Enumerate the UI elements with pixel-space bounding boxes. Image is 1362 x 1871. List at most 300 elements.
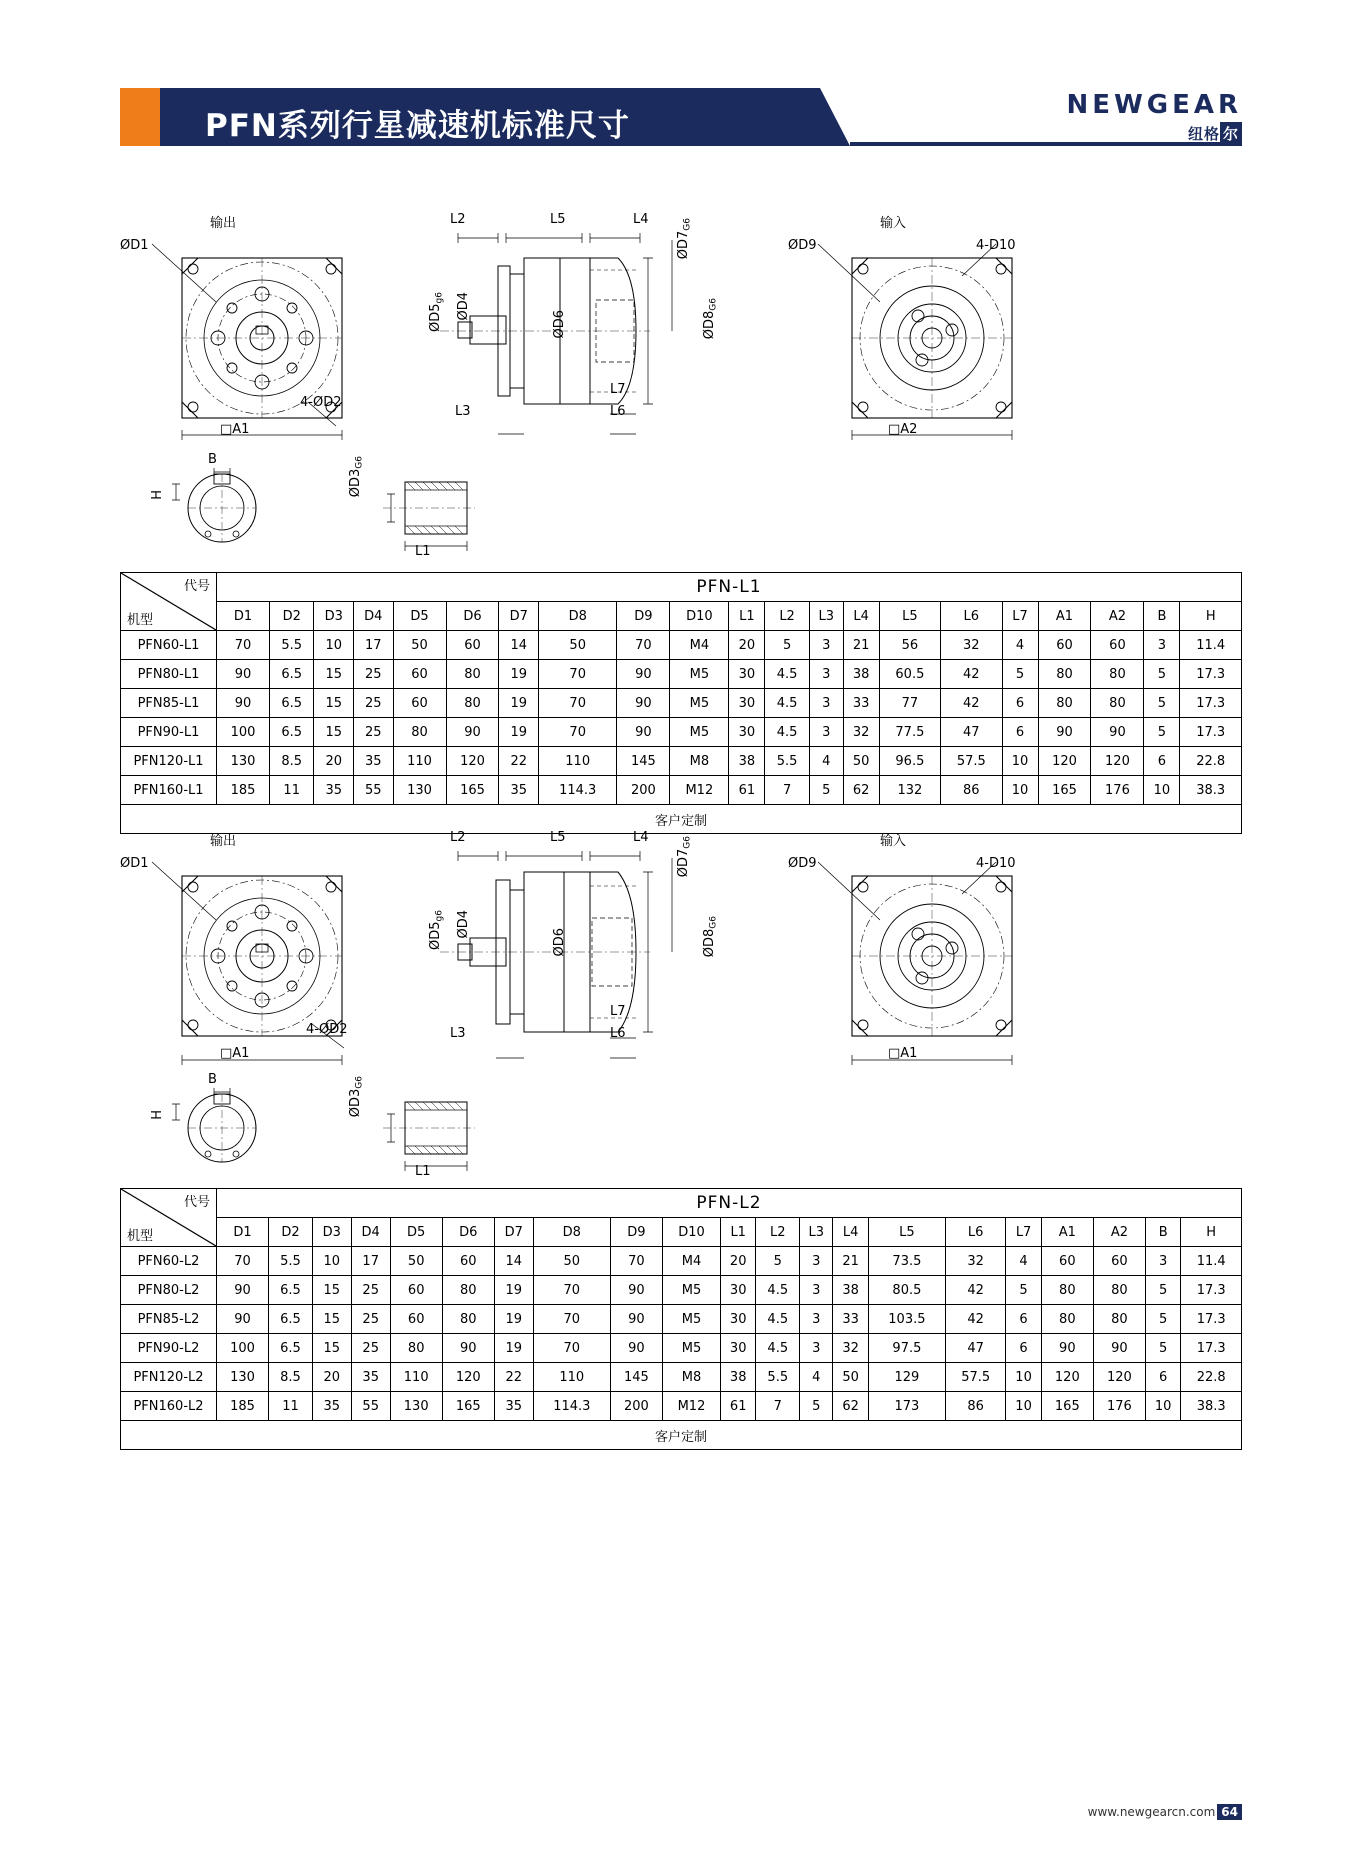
cell: 120 xyxy=(446,747,499,776)
cell: 6.5 xyxy=(269,1334,313,1363)
cell: 60 xyxy=(393,660,446,689)
spec-table-l2-wrap xyxy=(120,1188,1242,1450)
cell: 32 xyxy=(843,718,879,747)
cell: 120 xyxy=(442,1363,494,1392)
cell: 6 xyxy=(1144,747,1180,776)
cell: 3 xyxy=(809,689,843,718)
cell: 20 xyxy=(312,1363,351,1392)
cell: 80 xyxy=(1041,1305,1093,1334)
cell: 42 xyxy=(941,689,1002,718)
label-d6-l1: ØD6 xyxy=(552,310,567,339)
cell: 4 xyxy=(1006,1247,1041,1276)
cell: 17 xyxy=(351,1247,390,1276)
cell: 70 xyxy=(533,1334,610,1363)
col-d10: D10 xyxy=(670,602,729,631)
cell: 11 xyxy=(269,776,313,805)
table-row xyxy=(121,1305,1242,1334)
page-footer xyxy=(1088,1805,1242,1819)
cell: 3 xyxy=(809,631,843,660)
table-header-row-l1 xyxy=(121,602,1242,631)
cell: 70 xyxy=(539,660,617,689)
cell: 120 xyxy=(1038,747,1091,776)
cell: 19 xyxy=(499,689,539,718)
cell: 176 xyxy=(1091,776,1144,805)
cell: 90 xyxy=(1093,1334,1145,1363)
cell: 110 xyxy=(539,747,617,776)
cell: 17 xyxy=(353,631,393,660)
cell: 130 xyxy=(217,1363,269,1392)
label-l7-l2: L7 xyxy=(610,1004,626,1019)
cell: M5 xyxy=(662,1305,720,1334)
table-row xyxy=(121,1392,1242,1421)
cell: 3 xyxy=(800,1247,833,1276)
cell: 4 xyxy=(1002,631,1038,660)
label-4d10-l2: 4-D10 xyxy=(976,856,1016,871)
cell: 110 xyxy=(390,1363,442,1392)
cell: 17.3 xyxy=(1180,689,1242,718)
table-header-row-l2 xyxy=(121,1218,1242,1247)
cell: 5 xyxy=(1006,1276,1041,1305)
label-d7-l2: $ØD7_{G6}$ xyxy=(676,836,693,878)
col-l4: L4 xyxy=(843,602,879,631)
cell: 5.5 xyxy=(756,1363,800,1392)
label-l7-l1: L7 xyxy=(610,382,626,397)
col-d9: D9 xyxy=(610,1218,662,1247)
cell: 14 xyxy=(494,1247,533,1276)
cell: 56 xyxy=(879,631,940,660)
label-d7-l1: $ØD7_{G6}$ xyxy=(676,218,693,260)
cell: 145 xyxy=(617,747,670,776)
cell: 8.5 xyxy=(269,1363,313,1392)
cell: 19 xyxy=(499,718,539,747)
table-row xyxy=(121,631,1242,660)
label-d3-l1: $ØD3_{G6}$ xyxy=(348,456,365,498)
cell: M5 xyxy=(670,660,729,689)
cell: 4.5 xyxy=(756,1305,800,1334)
cell: 70 xyxy=(610,1247,662,1276)
cell: 90 xyxy=(610,1334,662,1363)
col-d2: D2 xyxy=(269,602,313,631)
cell: 5 xyxy=(765,631,809,660)
cell: 90 xyxy=(1038,718,1091,747)
cell: 200 xyxy=(610,1392,662,1421)
cell: 7 xyxy=(765,776,809,805)
cell: M5 xyxy=(670,689,729,718)
cell: 11.4 xyxy=(1181,1247,1242,1276)
cell: 165 xyxy=(446,776,499,805)
label-l5-l2: L5 xyxy=(550,830,566,845)
cell: 173 xyxy=(868,1392,945,1421)
cell: 20 xyxy=(721,1247,756,1276)
cell: 120 xyxy=(1093,1363,1145,1392)
label-h-l2: H xyxy=(150,1110,165,1120)
cell: 50 xyxy=(390,1247,442,1276)
cell: 90 xyxy=(617,689,670,718)
cell: 20 xyxy=(314,747,354,776)
label-d6-l2: ØD6 xyxy=(552,928,567,957)
corner-bottom-label: 机型 xyxy=(127,613,154,628)
col-d3: D3 xyxy=(312,1218,351,1247)
label-d8-l1: $ØD8_{G6}$ xyxy=(702,298,719,340)
footer-note-l1: 客户定制 xyxy=(121,805,1242,834)
row-model: PFN90-L2 xyxy=(121,1334,217,1363)
cell: 86 xyxy=(941,776,1002,805)
cell: 110 xyxy=(393,747,446,776)
cell: 80 xyxy=(442,1276,494,1305)
cell: 165 xyxy=(442,1392,494,1421)
col-d1: D1 xyxy=(217,602,270,631)
label-a1-input-l2: □A1 xyxy=(888,1046,918,1061)
cell: 3 xyxy=(809,660,843,689)
cell: 80 xyxy=(1091,660,1144,689)
cell: 165 xyxy=(1038,776,1091,805)
corner-bottom-label: 机型 xyxy=(127,1229,154,1244)
cell: 80 xyxy=(1041,1276,1093,1305)
cell: 80 xyxy=(1038,660,1091,689)
cell: 38.3 xyxy=(1180,776,1242,805)
cell: 35 xyxy=(499,776,539,805)
table-row xyxy=(121,1363,1242,1392)
cell: 57.5 xyxy=(941,747,1002,776)
cell: 50 xyxy=(393,631,446,660)
cell: 10 xyxy=(1002,776,1038,805)
cell: 70 xyxy=(217,1247,269,1276)
cell: 80 xyxy=(1038,689,1091,718)
col-a2: A2 xyxy=(1091,602,1144,631)
cell: 60 xyxy=(1041,1247,1093,1276)
cell: 35 xyxy=(353,747,393,776)
cell: 100 xyxy=(217,1334,269,1363)
cell: 60 xyxy=(390,1305,442,1334)
spec-table-l1-wrap xyxy=(120,572,1242,834)
cell: 10 xyxy=(1144,776,1180,805)
cell: 25 xyxy=(353,660,393,689)
col-d6: D6 xyxy=(442,1218,494,1247)
label-input-l1: 输入 xyxy=(880,216,907,231)
cell: 17.3 xyxy=(1180,718,1242,747)
cell: 4.5 xyxy=(756,1276,800,1305)
drawing-detail-l2 xyxy=(120,1072,580,1182)
cell: 10 xyxy=(1006,1392,1041,1421)
cell: 90 xyxy=(217,689,270,718)
row-model: PFN80-L2 xyxy=(121,1276,217,1305)
input-view-l2-svg xyxy=(810,848,1060,1083)
label-l4-l1: L4 xyxy=(633,212,649,227)
footer-url: www.newgearcn.com xyxy=(1087,1805,1216,1819)
col-d7: D7 xyxy=(499,602,539,631)
cell: 15 xyxy=(312,1334,351,1363)
cell: 17.3 xyxy=(1181,1276,1242,1305)
table-title-row xyxy=(121,1189,1242,1218)
footer-note-l2: 客户定制 xyxy=(121,1421,1242,1450)
label-d9-l1: ØD9 xyxy=(788,238,817,253)
cell: 90 xyxy=(217,1276,269,1305)
label-l1-l1: L1 xyxy=(415,544,431,559)
label-output-l1: 输出 xyxy=(210,216,237,231)
label-d9-l2: ØD9 xyxy=(788,856,817,871)
col-l4: L4 xyxy=(833,1218,868,1247)
page-number: 64 xyxy=(1217,1804,1242,1820)
cell: 15 xyxy=(314,660,354,689)
cell: 130 xyxy=(390,1392,442,1421)
table-corner-cell xyxy=(121,1189,217,1247)
cell: 42 xyxy=(945,1276,1005,1305)
front-view-l1-svg xyxy=(140,230,390,460)
cell: 90 xyxy=(1091,718,1144,747)
cell: 25 xyxy=(353,689,393,718)
cell: 60 xyxy=(390,1276,442,1305)
cell: 25 xyxy=(351,1334,390,1363)
cell: 129 xyxy=(868,1363,945,1392)
cell: 130 xyxy=(217,747,270,776)
cell: 8.5 xyxy=(269,747,313,776)
cell: 5.5 xyxy=(269,631,313,660)
cell: 80 xyxy=(1091,689,1144,718)
cell: 32 xyxy=(945,1247,1005,1276)
cell: 4.5 xyxy=(756,1334,800,1363)
cell: M12 xyxy=(670,776,729,805)
cell: 15 xyxy=(314,718,354,747)
col-h: H xyxy=(1180,602,1242,631)
col-d4: D4 xyxy=(351,1218,390,1247)
label-l2-l1: L2 xyxy=(450,212,466,227)
col-l6: L6 xyxy=(941,602,1002,631)
cell: 5.5 xyxy=(765,747,809,776)
cell: 103.5 xyxy=(868,1305,945,1334)
spec-table-l2 xyxy=(120,1188,1242,1450)
cell: 185 xyxy=(217,776,270,805)
cell: 80 xyxy=(390,1334,442,1363)
cell: 70 xyxy=(539,689,617,718)
table-row xyxy=(121,1247,1242,1276)
label-d1-l2: ØD1 xyxy=(120,856,149,871)
cell: 62 xyxy=(843,776,879,805)
cell: 5.5 xyxy=(269,1247,313,1276)
cell: 4.5 xyxy=(765,660,809,689)
cell: 90 xyxy=(610,1305,662,1334)
cell: 5 xyxy=(800,1392,833,1421)
col-l2: L2 xyxy=(765,602,809,631)
cell: 35 xyxy=(312,1392,351,1421)
cell: 80 xyxy=(446,660,499,689)
label-a1-front-l2: □A1 xyxy=(220,1046,250,1061)
cell: 17.3 xyxy=(1181,1334,1242,1363)
col-l5: L5 xyxy=(868,1218,945,1247)
col-d9: D9 xyxy=(617,602,670,631)
cell: 14 xyxy=(499,631,539,660)
cell: 5 xyxy=(756,1247,800,1276)
cell: 50 xyxy=(539,631,617,660)
cell: 5 xyxy=(1145,1305,1180,1334)
col-l1: L1 xyxy=(729,602,765,631)
col-d2: D2 xyxy=(269,1218,313,1247)
col-d4: D4 xyxy=(353,602,393,631)
cell: M5 xyxy=(662,1334,720,1363)
cell: 70 xyxy=(617,631,670,660)
header-orange-bar xyxy=(120,88,160,146)
cell: 3 xyxy=(800,1305,833,1334)
col-l5: L5 xyxy=(879,602,940,631)
cell: 30 xyxy=(721,1305,756,1334)
cell: 50 xyxy=(843,747,879,776)
table-footer-note-row xyxy=(121,1421,1242,1450)
cell: 19 xyxy=(494,1305,533,1334)
cell: 10 xyxy=(1145,1392,1180,1421)
label-4d2-l2: 4-ØD2 xyxy=(306,1022,348,1037)
brand-name-en: NEWGEAR xyxy=(1066,90,1242,120)
cell: M5 xyxy=(662,1276,720,1305)
table-corner-cell xyxy=(121,573,217,631)
cell: 42 xyxy=(941,660,1002,689)
cell: 35 xyxy=(314,776,354,805)
cell: 47 xyxy=(941,718,1002,747)
cell: 5 xyxy=(1145,1276,1180,1305)
cell: 70 xyxy=(539,718,617,747)
spec-table-l1 xyxy=(120,572,1242,834)
cell: 90 xyxy=(610,1276,662,1305)
cell: 114.3 xyxy=(539,776,617,805)
cell: 11.4 xyxy=(1180,631,1242,660)
cell: 38.3 xyxy=(1181,1392,1242,1421)
col-d6: D6 xyxy=(446,602,499,631)
cell: 60 xyxy=(1093,1247,1145,1276)
cell: 6 xyxy=(1145,1363,1180,1392)
cell: 30 xyxy=(721,1334,756,1363)
col-h: H xyxy=(1181,1218,1242,1247)
label-b-l1: B xyxy=(208,452,217,467)
cell: 5 xyxy=(1145,1334,1180,1363)
cell: M8 xyxy=(662,1363,720,1392)
label-d5-l2: $ØD5_{g6}$ xyxy=(428,910,445,950)
cell: 55 xyxy=(353,776,393,805)
cell: 32 xyxy=(833,1334,868,1363)
cell: M8 xyxy=(670,747,729,776)
cell: 80.5 xyxy=(868,1276,945,1305)
col-d8: D8 xyxy=(533,1218,610,1247)
cell: 15 xyxy=(312,1305,351,1334)
cell: 55 xyxy=(351,1392,390,1421)
cell: 77.5 xyxy=(879,718,940,747)
cell: 30 xyxy=(729,689,765,718)
cell: 60 xyxy=(393,689,446,718)
cell: 35 xyxy=(494,1392,533,1421)
table-row xyxy=(121,1276,1242,1305)
cell: 6.5 xyxy=(269,1305,313,1334)
cell: 32 xyxy=(941,631,1002,660)
cell: 6.5 xyxy=(269,689,313,718)
cell: 19 xyxy=(494,1276,533,1305)
corner-top-label: 代号 xyxy=(183,1195,210,1210)
col-b: B xyxy=(1145,1218,1180,1247)
cell: 80 xyxy=(1093,1305,1145,1334)
cell: 120 xyxy=(1091,747,1144,776)
cell: 25 xyxy=(353,718,393,747)
row-model: PFN60-L2 xyxy=(121,1247,217,1276)
cell: 60 xyxy=(442,1247,494,1276)
col-l7: L7 xyxy=(1006,1218,1041,1247)
corner-top-label: 代号 xyxy=(183,579,210,594)
cell: 110 xyxy=(533,1363,610,1392)
col-l2: L2 xyxy=(756,1218,800,1247)
label-4d2-l1: 4-ØD2 xyxy=(300,395,342,410)
cell: 15 xyxy=(314,689,354,718)
cell: 30 xyxy=(721,1276,756,1305)
label-d4-l2: ØD4 xyxy=(456,910,471,939)
label-l1-l2: L1 xyxy=(415,1164,431,1179)
cell: 22 xyxy=(494,1363,533,1392)
cell: M5 xyxy=(670,718,729,747)
cell: 4.5 xyxy=(765,689,809,718)
cell: 38 xyxy=(843,660,879,689)
cell: 62 xyxy=(833,1392,868,1421)
cell: 57.5 xyxy=(945,1363,1005,1392)
cell: 22 xyxy=(499,747,539,776)
cell: 20 xyxy=(729,631,765,660)
input-view-l1-svg xyxy=(810,230,1060,460)
col-d10: D10 xyxy=(662,1218,720,1247)
cell: 19 xyxy=(499,660,539,689)
col-d5: D5 xyxy=(390,1218,442,1247)
table-title-row xyxy=(121,573,1242,602)
cell: 4 xyxy=(800,1363,833,1392)
cell: 35 xyxy=(351,1363,390,1392)
cell: 80 xyxy=(1093,1276,1145,1305)
cell: 5 xyxy=(1144,660,1180,689)
cell: 5 xyxy=(1144,718,1180,747)
col-l1: L1 xyxy=(721,1218,756,1247)
coupling-view-l2-svg xyxy=(375,1084,535,1184)
cell: 60 xyxy=(1038,631,1091,660)
cell: 30 xyxy=(729,718,765,747)
cell: 6.5 xyxy=(269,718,313,747)
cell: 33 xyxy=(833,1305,868,1334)
table-row xyxy=(121,718,1242,747)
cell: 4 xyxy=(809,747,843,776)
label-l6-l1: L6 xyxy=(610,404,626,419)
label-output-l2: 输出 xyxy=(210,834,237,849)
col-a1: A1 xyxy=(1041,1218,1093,1247)
cell: 130 xyxy=(393,776,446,805)
cell: 3 xyxy=(809,718,843,747)
col-d8: D8 xyxy=(539,602,617,631)
drawing-detail-l1 xyxy=(120,452,580,562)
row-model: PFN60-L1 xyxy=(121,631,217,660)
front-view-l2-svg xyxy=(140,848,390,1083)
cell: 38 xyxy=(729,747,765,776)
cell: M12 xyxy=(662,1392,720,1421)
cell: 17.3 xyxy=(1181,1305,1242,1334)
label-d3-l2: $ØD3_{G6}$ xyxy=(348,1076,365,1118)
label-a1-front-l1: □A1 xyxy=(220,422,250,437)
row-model: PFN120-L2 xyxy=(121,1363,217,1392)
cell: 145 xyxy=(610,1363,662,1392)
cell: 22.8 xyxy=(1180,747,1242,776)
col-b: B xyxy=(1144,602,1180,631)
cell: 90 xyxy=(217,660,270,689)
cell: 30 xyxy=(729,660,765,689)
cell: 50 xyxy=(533,1247,610,1276)
cell: 22.8 xyxy=(1181,1363,1242,1392)
cell: 90 xyxy=(446,718,499,747)
cell: 70 xyxy=(533,1276,610,1305)
label-d8-l2: $ØD8_{G6}$ xyxy=(702,916,719,958)
label-h-l1: H xyxy=(150,490,165,500)
label-a2-l1: □A2 xyxy=(888,422,918,437)
cell: 3 xyxy=(1145,1247,1180,1276)
cell: 60 xyxy=(1091,631,1144,660)
table-row xyxy=(121,1334,1242,1363)
cell: 90 xyxy=(1041,1334,1093,1363)
